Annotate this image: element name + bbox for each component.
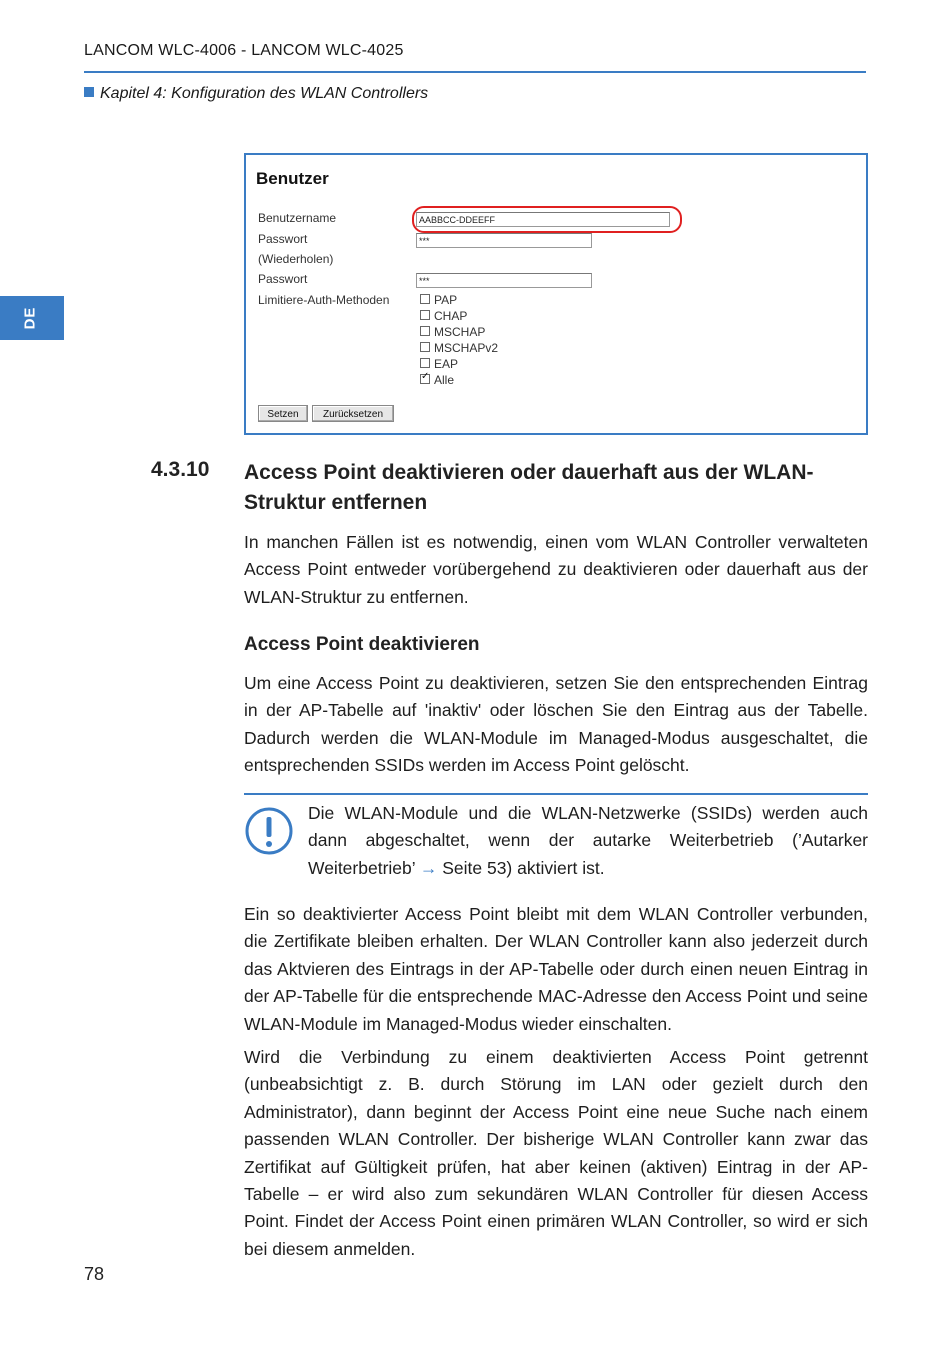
paragraph-3: Wird die Verbindung zu einem deaktivierten Access Point getrennt (unbeabsichtigt z. B. durch Störung im LAN oder gezielt durch den Administrator), dann beginnt der Access Point eine neue Suche nach einem passenden WLAN Controller. Der bisherige WLAN Controller kann zwar das Zertifikat auf Gültigkeit prüfen, hat aber keinen (aktiven) Eintrag in der AP-Tabelle – er wird also zum sekundären WLAN Controller für diesen Access Point. Findet der Access Point einen primären WLAN Controller, so wird er sich bei diesem anmelden. (244, 1047, 868, 1259)
password-field[interactable]: *** (416, 233, 592, 248)
checkbox-label: Alle (434, 373, 455, 387)
checkbox-checked-icon[interactable] (420, 374, 430, 384)
language-tab-label: DE (21, 306, 39, 330)
subheading: Access Point deaktivieren (244, 634, 480, 655)
repeat-label: (Wiederholen) (258, 252, 334, 266)
checkbox-label: PAP (434, 293, 458, 307)
password-label: Passwort (258, 232, 308, 246)
checkbox-icon[interactable] (420, 326, 430, 336)
password-repeat-label: Passwort (258, 272, 308, 286)
username-field[interactable]: AABBCC-DDEEFF (416, 212, 670, 227)
checkbox-icon[interactable] (420, 294, 430, 304)
page-number: 78 (84, 1264, 105, 1284)
note-text-part: Seite 53) aktiviert ist. (437, 857, 605, 878)
note-divider (244, 793, 868, 795)
header-divider (84, 71, 866, 73)
section-number: 4.3.10 (151, 458, 210, 481)
checkbox-label: MSCHAPv2 (434, 341, 499, 355)
checkbox-pap[interactable] (420, 293, 457, 307)
checkbox-label: CHAP (434, 309, 468, 323)
chapter-heading (84, 85, 428, 103)
checkbox-icon[interactable] (420, 342, 430, 352)
note-text-part: Die WLAN-Module und die WLAN-Netzwerke (SSIDs) werden auch dann abgeschaltet, wenn der autarke Weiterbetrieb (’Autarker Weiterbetrieb’ (308, 803, 868, 878)
chapter-label: Kapitel 4: Konfiguration des WLAN Controllers (100, 85, 429, 102)
panel-title: Benutzer (256, 169, 329, 188)
cross-reference-arrow-icon: → (419, 857, 438, 878)
password-repeat-field[interactable]: *** (416, 273, 592, 288)
note-text (308, 800, 868, 882)
paragraph-1: Um eine Access Point zu deaktivieren, setzen Sie den entsprechenden Eintrag in der AP-Tabelle auf 'inaktiv' oder löschen Sie den Eintrag aus der Tabelle. Dadurch werden die WLAN-Module im Managed-Modus ausgeschaltet, die entsprechenden SSIDs werden im Access Point gelöscht. (244, 673, 868, 776)
checkbox-chap[interactable] (420, 309, 467, 323)
document-title: LANCOM WLC-4006 - LANCOM WLC-4025 (84, 42, 404, 59)
bullet-square-icon (84, 87, 94, 97)
reset-button[interactable]: Zurücksetzen (312, 405, 394, 422)
checkbox-alle[interactable] (420, 373, 454, 387)
checkbox-icon[interactable] (420, 358, 430, 368)
checkbox-label: EAP (434, 357, 459, 371)
checkbox-label: MSCHAP (434, 325, 486, 339)
checkbox-eap[interactable] (420, 357, 458, 371)
username-label: Benutzername (258, 211, 337, 225)
paragraph-2: Ein so deaktivierter Access Point bleibt mit dem WLAN Controller verbunden, die Zertifikate bleiben erhalten. Der WLAN Controller kann also jederzeit durch das Aktvieren des Eintrags in der AP-Tabelle oder durch einen neuen Eintrag in der AP-Tabelle für die entsprechende MAC-Adresse den Access Point und seine WLAN-Module im Managed-Modus wieder einschalten. (244, 904, 868, 1034)
checkbox-icon[interactable] (420, 310, 430, 320)
language-tab (0, 296, 64, 340)
limit-auth-label: Limitiere-Auth-Methoden (258, 293, 390, 307)
checkbox-mschapv2[interactable] (420, 341, 498, 355)
intro-paragraph: In manchen Fällen ist es notwendig, einen vom WLAN Controller verwalteten Access Point entweder vorübergehend zu deaktivieren oder dauerhaft aus der WLAN-Struktur zu entfernen. (244, 532, 868, 607)
set-button[interactable]: Setzen (258, 405, 308, 422)
section-title: Access Point deaktivieren oder dauerhaft aus der WLAN-Struktur entfernen (244, 461, 814, 514)
user-config-screenshot (244, 153, 868, 435)
exclamation-icon (244, 806, 294, 856)
checkbox-mschap[interactable] (420, 325, 485, 339)
